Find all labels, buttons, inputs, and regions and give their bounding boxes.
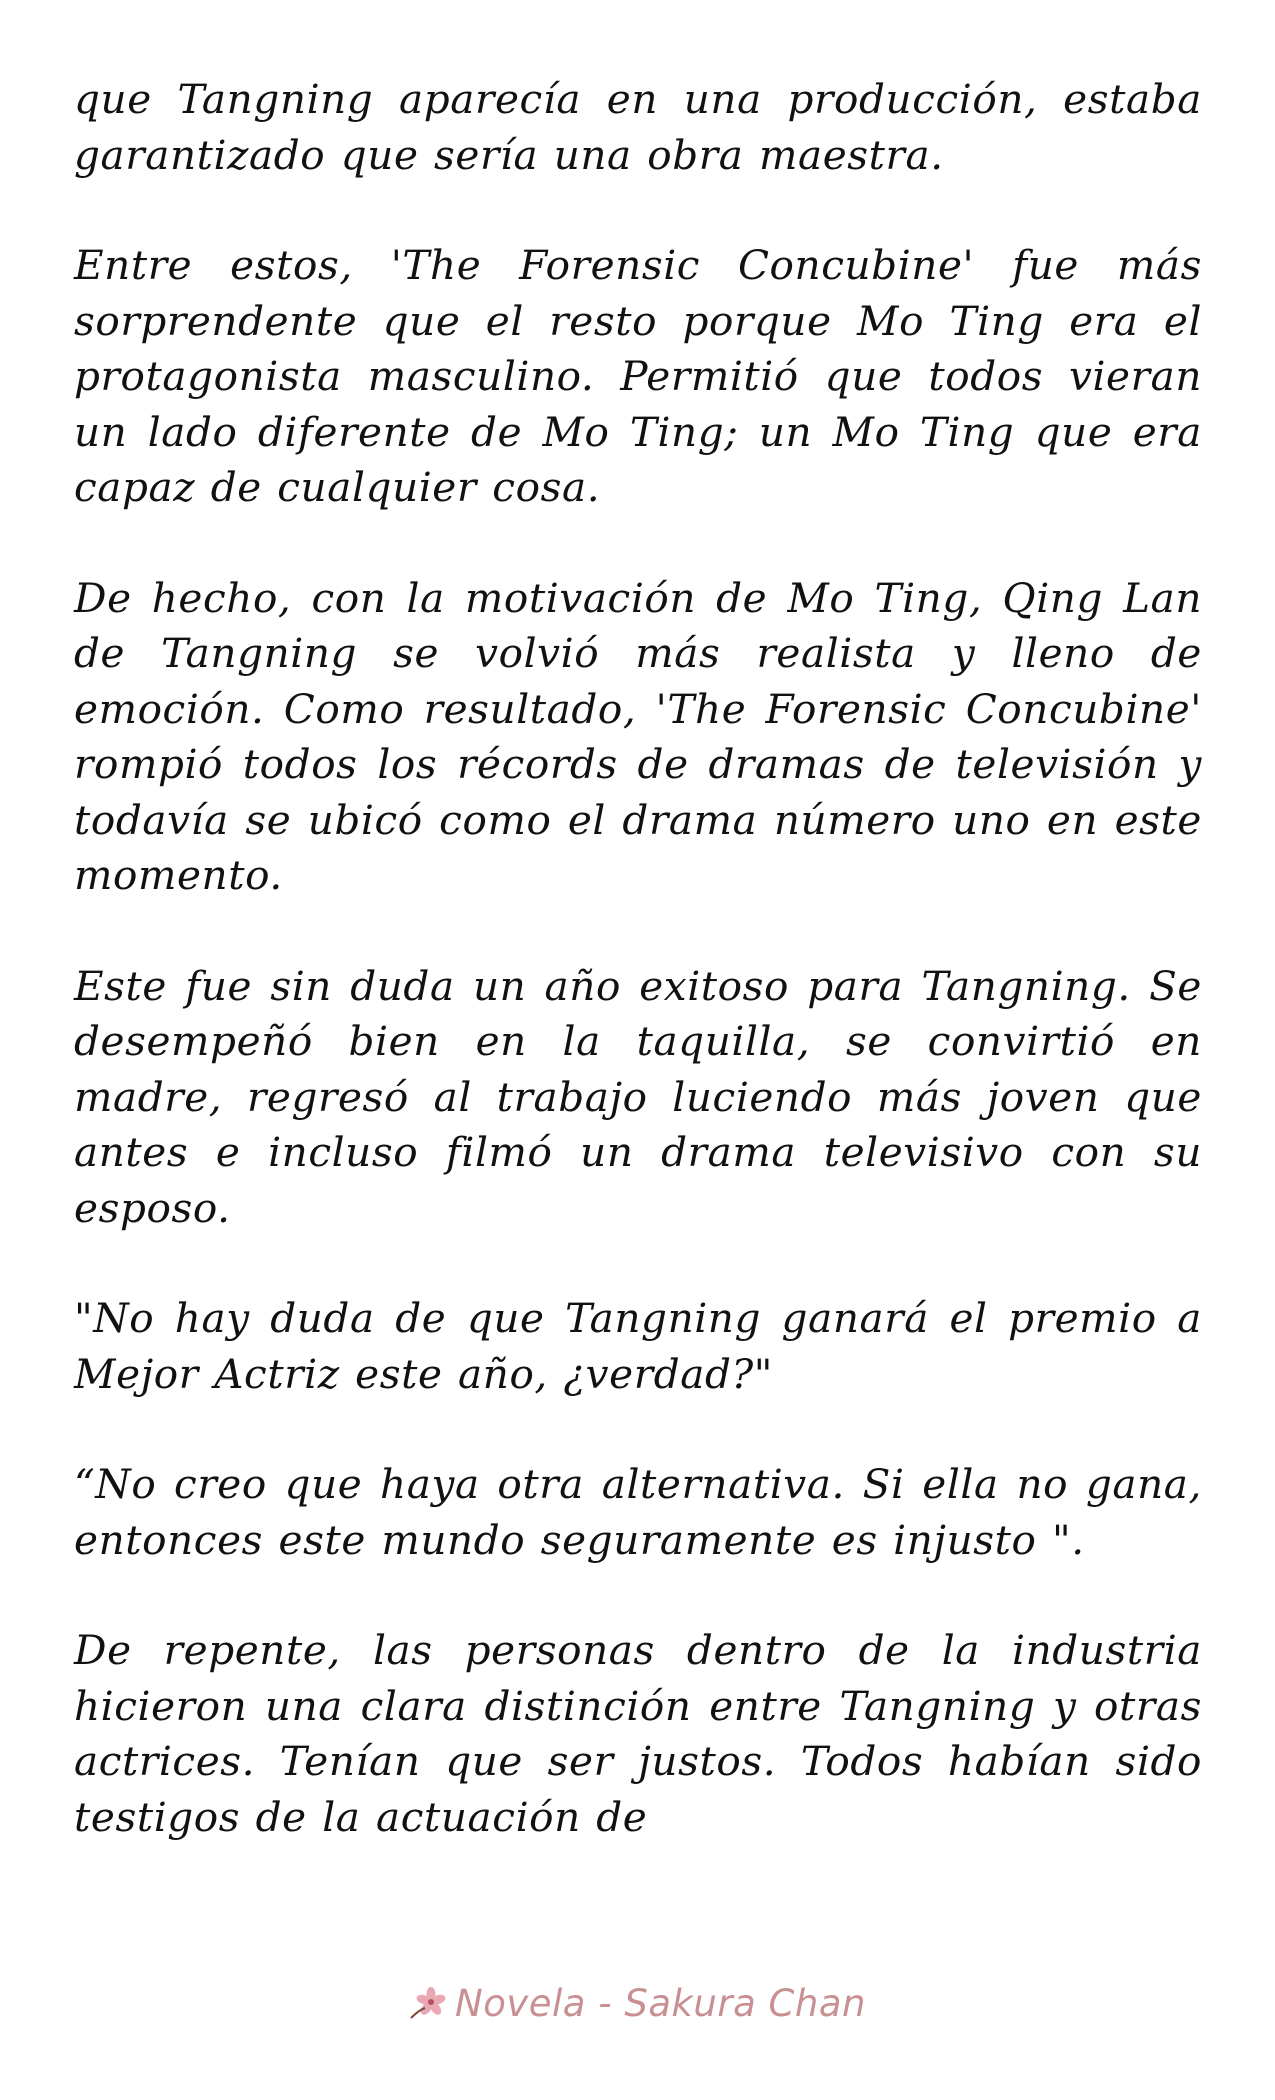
paragraph: Entre estos, 'The Forensic Concubine' fue más sorprendente que el resto porque Mo Ting era el protagonista masculino. Permitió que todos vieran un lado diferente de Mo Ting; un Mo Ting que era capaz de cualquier cosa. (74, 241, 1202, 511)
sakura-flower-icon (409, 1986, 449, 2022)
watermark-footer (0, 1982, 1275, 2025)
watermark-text: Novela - Sakura Chan (455, 1982, 866, 2025)
paragraph: De repente, las personas dentro de la industria hicieron una clara distinción entre Tangning y otras actrices. Tenían que ser justos. Todos habían sido testigos de la actuación de (74, 1626, 1202, 1841)
paragraph: De hecho, con la motivación de Mo Ting, Qing Lan de Tangning se volvió más realista y lleno de emoción. Como resultado, 'The Forensic Concubine' rompió todos los récords de dramas de televisión y todavía se ubicó como el drama número uno en este momento. (74, 573, 1202, 899)
paragraph: Este fue sin duda un año exitoso para Tangning. Se desempeñó bien en la taquilla, se convirtió en madre, regresó al trabajo luciendo más joven que antes e incluso filmó un drama televisivo con su esposo. (74, 961, 1202, 1232)
paragraph: “No creo que haya otra alternativa. Si ella no gana, entonces este mundo seguramente es injusto ". (74, 1460, 1202, 1564)
paragraph: "No hay duda de que Tangning ganará el premio a Mejor Actriz este año, ¿verdad?" (74, 1294, 1202, 1398)
paragraph: que Tangning aparecía en una producción, estaba garantizado que sería una obra maestra. (74, 75, 1202, 179)
chapter-text (74, 72, 1202, 1900)
